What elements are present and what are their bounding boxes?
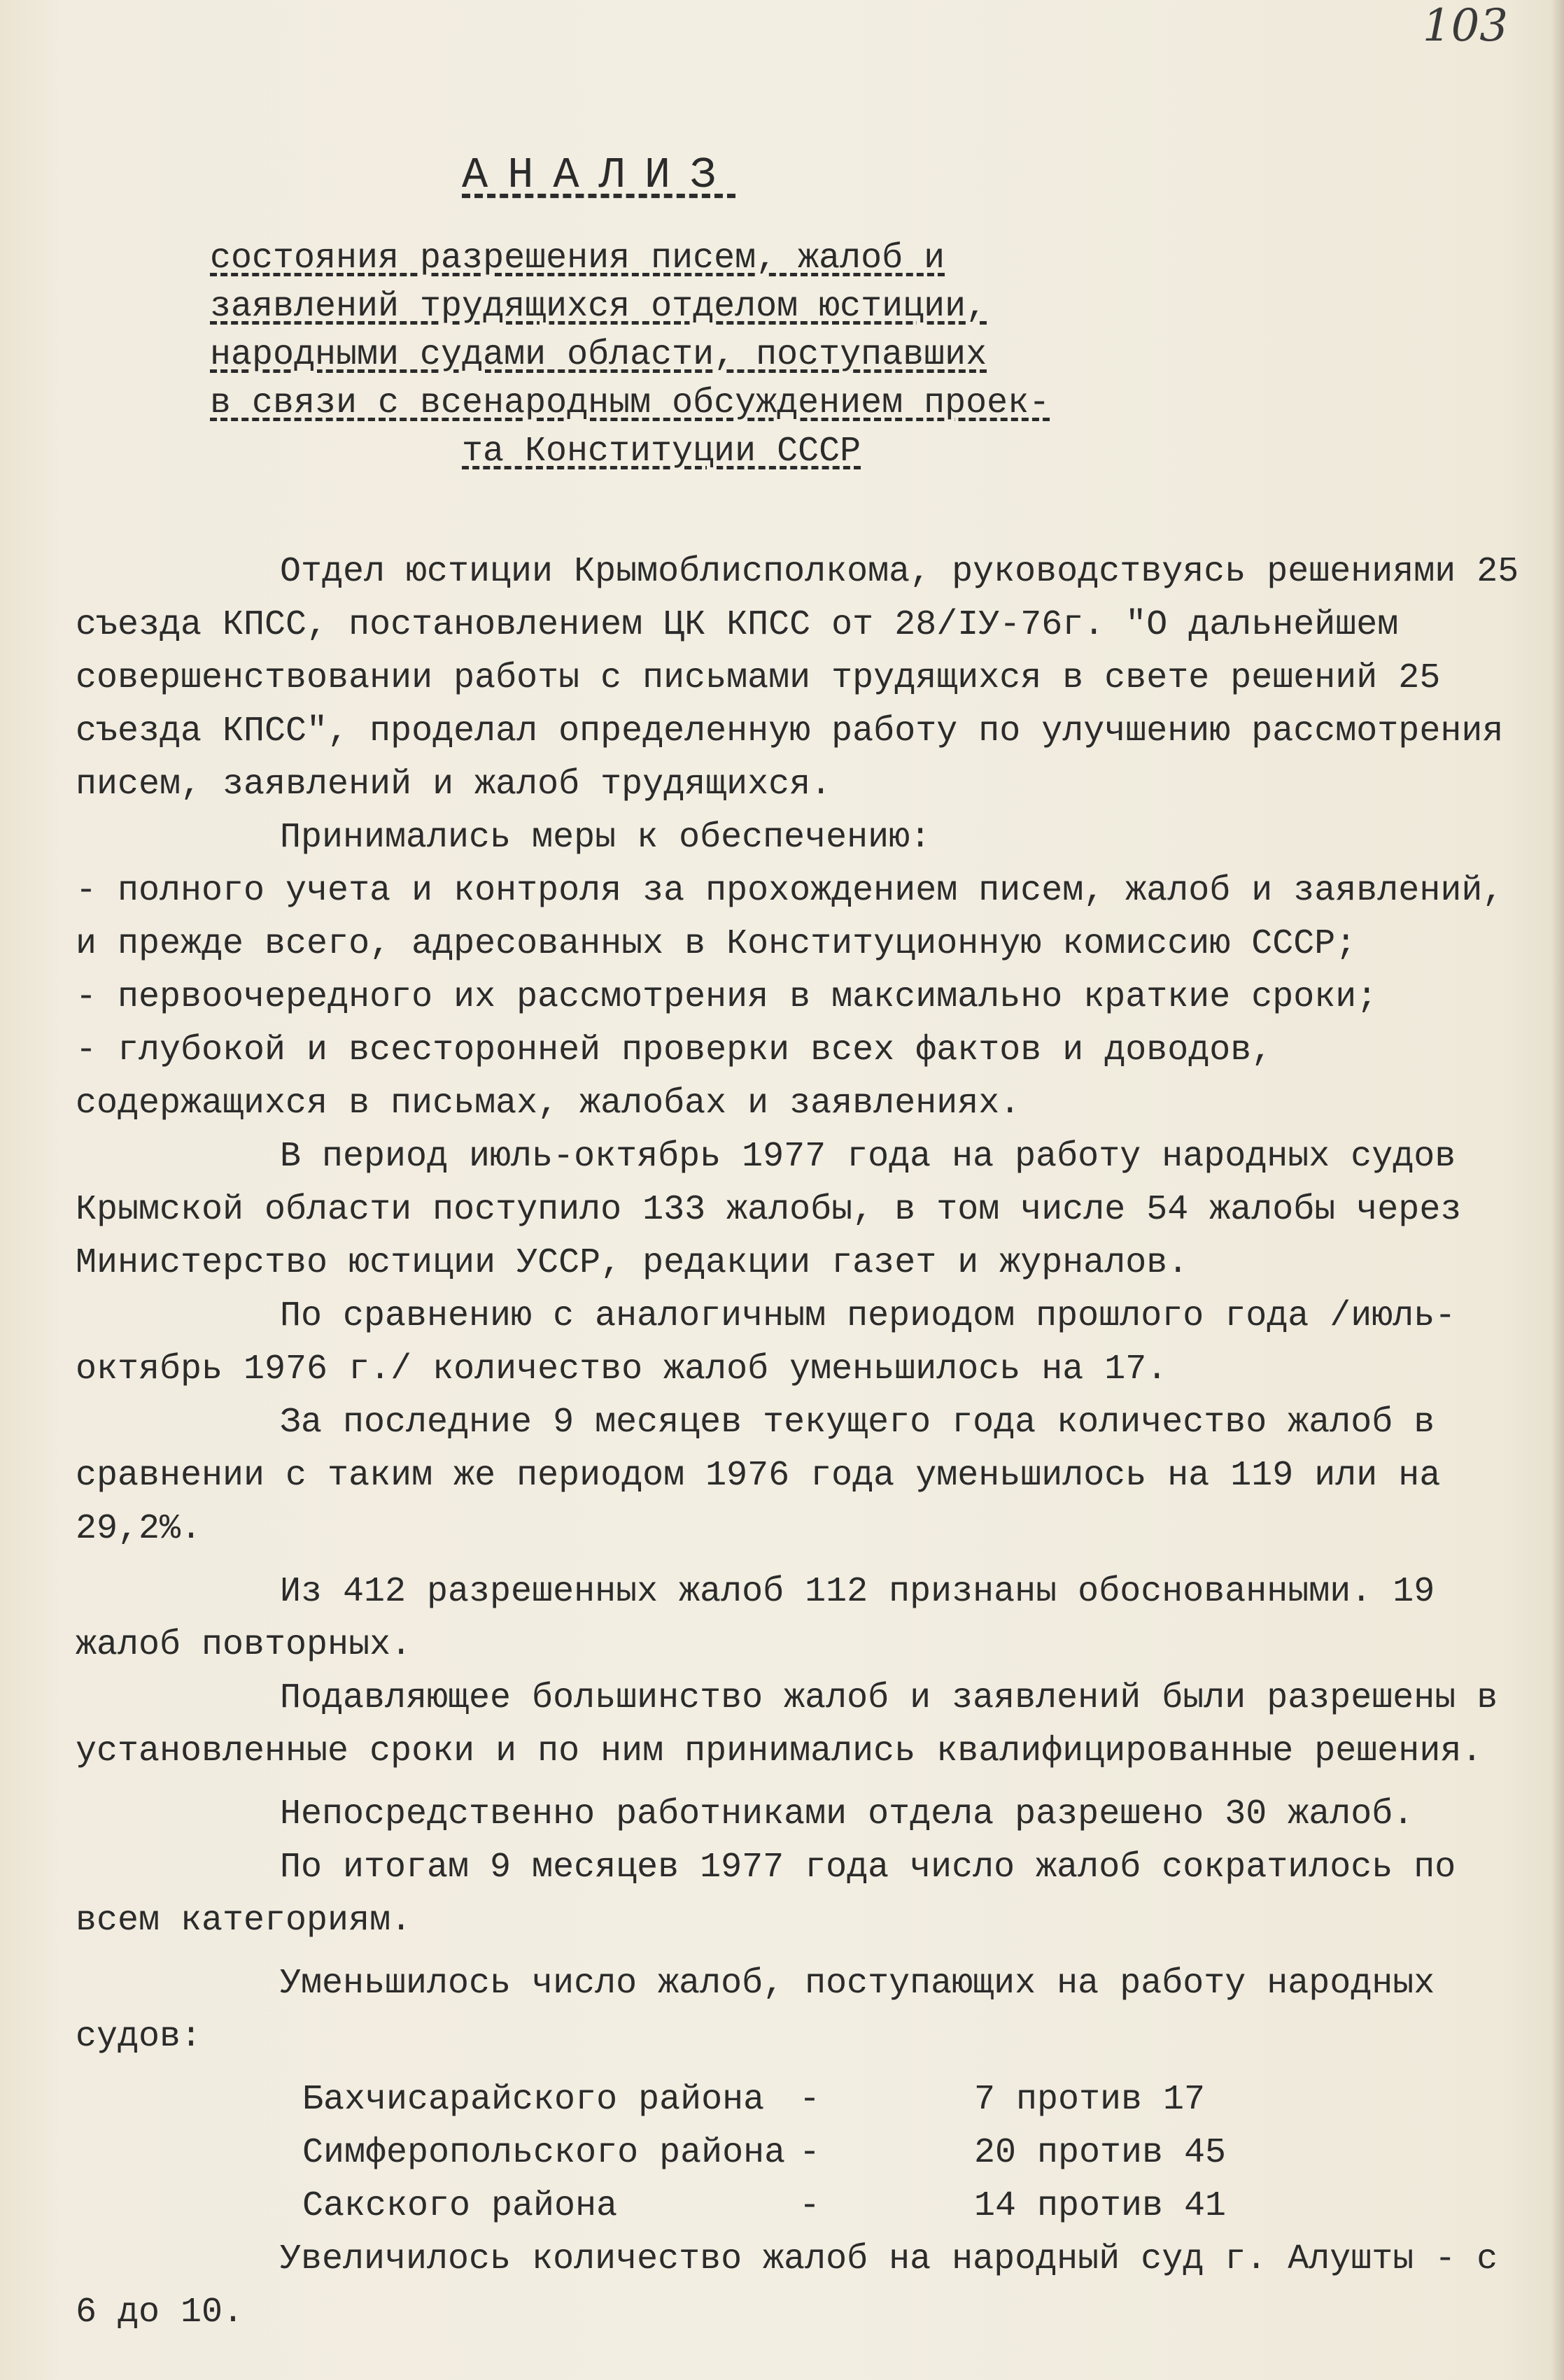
court-value: 14 против 41 [974,2186,1227,2226]
paragraph: Принимались меры к обеспечению: [280,818,931,858]
paragraph: В период июль-октябрь 1977 года на работу народных судов Крымской области поступило 133 жалобы, в том числе 54 жалобы через Министерство юстиции УССР, редакции газет и журналов. [76,1137,1462,1283]
court-value: 7 против 17 [974,2080,1206,2120]
page-edge-shadow [1551,0,1564,2380]
court-row [76,2074,1531,2127]
court-name: Симферопольского района [302,2133,786,2173]
paragraph: Подавляющее большинство жалоб и заявлений были разрешены в установленные сроки и по ним принимались квалифицированные решения. [76,1678,1498,1771]
court-value: 20 против 45 [974,2133,1227,2173]
court-dash: - [799,2080,821,2120]
list-item: - полного учета и контроля за прохождением писем, жалоб и заявлений, и прежде всего, адресованных в Конституционную комиссию СССР; [76,871,1504,964]
document-subtitle [210,234,1106,476]
subtitle-line: заявлений трудящихся отделом юстиции, [210,287,987,327]
subtitle-line: состояния разрешения писем, жалоб и [210,239,945,278]
paragraph: Отдел юстиции Крымоблисполкома, руководствуясь решениями 25 съезда КПСС, постановлением ЦК КПСС от 28/IУ-76г. "О дальнейшем совершенствовании работы с письмами трудящихся в свете решений 25 съезда КПСС", проделал определенную работу по улучшению рассмотрения писем, заявлений и жалоб трудящихся. [76,552,1519,805]
list-item: - первоочередного их рассмотрения в максимально краткие сроки; [76,977,1378,1017]
court-row [76,2180,1531,2233]
paragraph: По итогам 9 месяцев 1977 года число жалоб сократилось по всем категориям. [76,1848,1456,1941]
court-name: Сакского района [302,2186,618,2226]
paragraph: Уменьшилось число жалоб, поступающих на работу народных судов: [76,1964,1435,2057]
page-number: 103 [1422,0,1508,52]
court-dash: - [799,2133,821,2173]
paragraph: Из 412 разрешенных жалоб 112 признаны обоснованными. 19 жалоб повторных. [76,1572,1435,1665]
list-item: - глубокой и всесторонней проверки всех фактов и доводов, содержащихся в письмах, жалобах и заявлениях. [76,1030,1273,1124]
court-dash: - [799,2186,821,2226]
paragraph: По сравнению с аналогичным периодом прошлого года /июль-октябрь 1976 г./ количество жалоб уменьшилось на 17. [76,1296,1456,1389]
paragraph: Увеличилось количество жалоб на народный суд г. Алушты - с 6 до 10. [76,2239,1498,2332]
document-title: АНАЛИЗ [462,150,736,200]
subtitle-line: в связи с всенародным обсуждением проек- [210,383,1050,423]
subtitle-line: народными судами области, поступавших [210,335,987,375]
paragraph: Непосредственно работниками отдела разрешено 30 жалоб. [280,1794,1414,1834]
court-name: Бахчисарайского района [302,2080,765,2120]
paragraph: За последние 9 месяцев текущего года количество жалоб в сравнении с таким же периодом 1976 года уменьшилось на 119 или на 29,2%. [76,1403,1441,1549]
subtitle-line: та Конституции СССР [462,432,861,472]
court-row [76,2127,1531,2180]
document-body [76,546,1531,2339]
